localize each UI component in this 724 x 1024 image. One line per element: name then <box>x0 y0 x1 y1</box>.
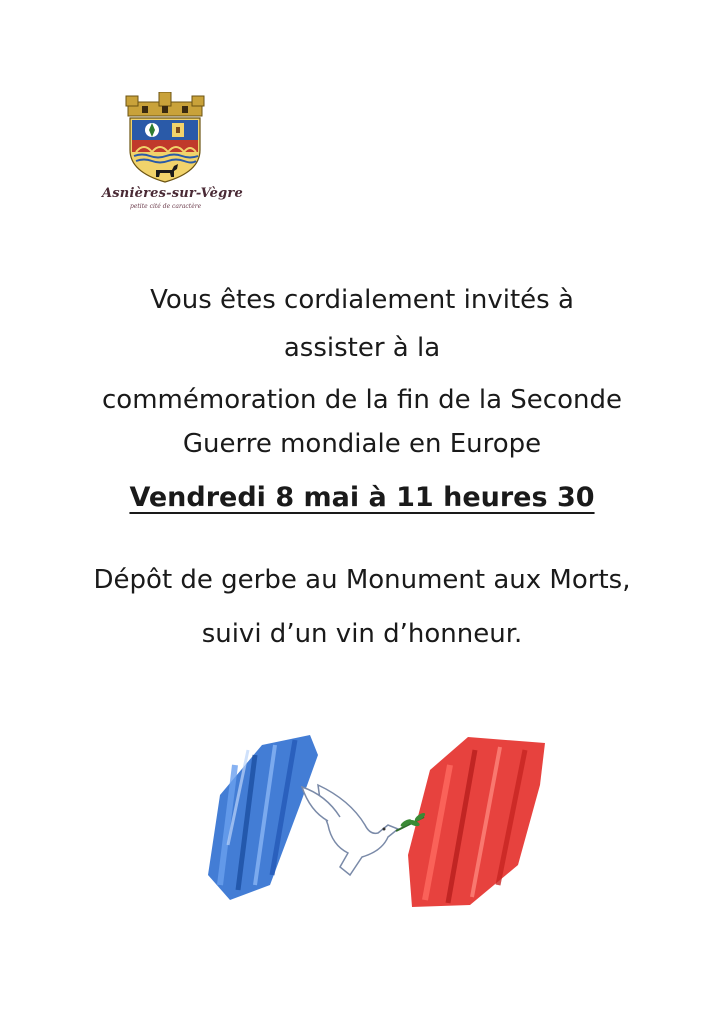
town-name: Asnières-sur-Vègre <box>102 186 243 201</box>
flag-blue-band <box>208 735 318 900</box>
french-flag-dove-icon <box>200 725 550 915</box>
asnieres-crest-icon <box>122 92 208 184</box>
invitation-line-1: Vous êtes cordialement invités à <box>150 285 574 315</box>
invitation-line-3: commémoration de la fin de la Seconde <box>102 385 622 415</box>
event-date-heading <box>0 482 724 513</box>
flag-red-band <box>408 737 545 907</box>
invitation-line-2: assister à la <box>283 333 441 363</box>
town-tagline: petite cité de caractère <box>130 203 202 210</box>
town-logo <box>100 90 243 215</box>
details-line-1: Dépôt de gerbe au Monument aux Morts, <box>93 565 631 595</box>
dove-icon <box>302 785 426 875</box>
event-date-text: Vendredi 8 mai à 11 heures 30 <box>129 482 595 513</box>
details-line-2: suivi d’un vin d’honneur. <box>201 619 523 649</box>
invitation-line-4: Guerre mondiale en Europe <box>182 429 542 459</box>
